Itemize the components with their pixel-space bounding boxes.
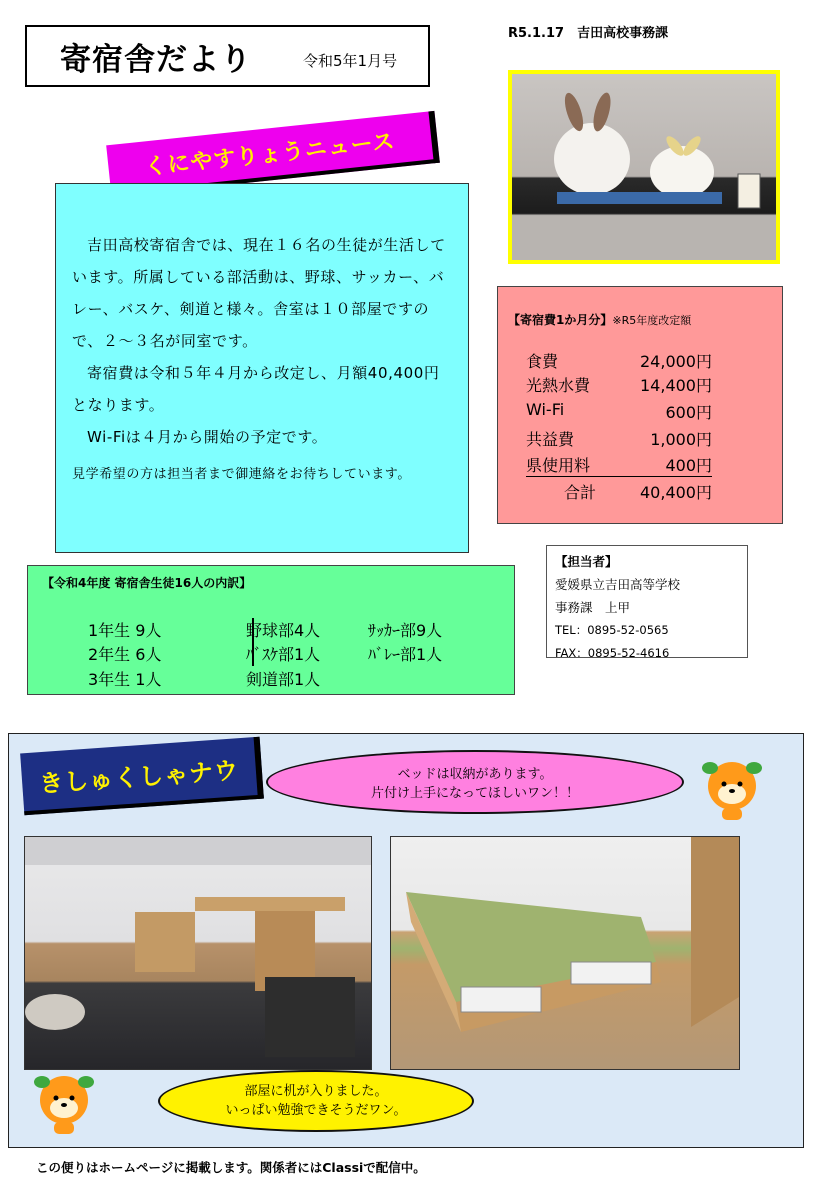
fee-total-label: 合計 xyxy=(564,483,597,502)
fee-total-value: 40,400円 xyxy=(640,483,712,502)
speech-bubble-bed xyxy=(266,750,684,814)
bubble-bed-line-2: 片付け上手になってほしいワン！！ xyxy=(370,786,579,801)
newsletter-title: 寄宿舎だより xyxy=(60,42,252,78)
fee-table-box xyxy=(497,286,783,524)
fee-total-row xyxy=(526,480,712,503)
news-paragraph-2: 寄宿費は令和５年４月から改定し、月額40,400円となります。 xyxy=(72,364,440,414)
club-count: 剣道部1人 xyxy=(246,670,321,689)
fee-label: 食費 xyxy=(526,352,559,371)
fee-heading-note: ※R5年度改定額 xyxy=(612,314,692,327)
club-count: ﾊﾞﾚｰ部1人 xyxy=(368,645,443,664)
contact-box xyxy=(546,545,748,658)
date-office-line: R5.1.17 吉田高校事務課 xyxy=(508,26,669,41)
footer-note: この便りはホームページに掲載します。関係者にはClassiで配信中。 xyxy=(36,1160,426,1175)
fee-row xyxy=(526,373,712,396)
stats-heading: 【令和4年度 寄宿舎生徒16人の内訳】 xyxy=(42,576,252,590)
mascot-dog-icon xyxy=(32,1070,96,1136)
club-count: 野球部4人 xyxy=(246,621,321,640)
issue-label: 令和5年1月号 xyxy=(303,52,398,70)
news-visit-note: 見学希望の方は担当者まで御連絡をお待ちしています。 xyxy=(72,467,411,482)
fee-row xyxy=(526,349,712,372)
speech-bubble-desk xyxy=(158,1070,474,1132)
bubble-desk-line-2: いっぱい勉強できそうだワン。 xyxy=(225,1103,407,1118)
bubble-bed-line-1: ベッドは収納があります。 xyxy=(397,767,553,782)
contact-tel: TEL：0895-52-0565 xyxy=(555,623,669,637)
storage-bed-photo xyxy=(390,836,740,1070)
student-stats-box xyxy=(27,565,515,695)
bubble-desk-line-1: 部屋に机が入りました。 xyxy=(244,1084,388,1099)
dorm-now-banner-text: きしゅくしゃナウ xyxy=(38,755,240,798)
contact-fax: FAX：0895-52-4616 xyxy=(555,646,670,660)
grade-count: 2年生 6人 xyxy=(88,645,162,664)
fee-heading: 【寄宿費1か月分】※R5年度改定額 xyxy=(508,313,692,327)
club-count: ｻｯｶｰ部9人 xyxy=(368,621,443,640)
fee-value: 1,000円 xyxy=(650,430,712,449)
fee-value: 24,000円 xyxy=(640,352,712,371)
news-paragraph-1: 吉田高校寄宿舎では、現在１６名の生徒が生活しています。所属している部活動は、野球、サッカー、バレー、バスケ、剣道と様々。舎室は１０部屋ですので、２～３名が同室です。 xyxy=(72,236,446,350)
fee-value: 400円 xyxy=(665,456,712,475)
fee-value: 600円 xyxy=(665,403,712,422)
grade-count: 1年生 9人 xyxy=(88,621,162,640)
fee-row xyxy=(526,427,712,450)
fee-label: 光熱水費 xyxy=(526,376,591,395)
mascot-dog-icon xyxy=(700,756,764,822)
fee-label: 県使用料 xyxy=(526,456,591,475)
new-year-ornament-photo xyxy=(508,70,780,264)
news-paragraph-3: Wi-Fiは４月から開始の予定です。 xyxy=(87,428,328,446)
fee-label: 共益費 xyxy=(526,430,575,449)
grade-count: 3年生 1人 xyxy=(88,670,162,689)
fee-value: 14,400円 xyxy=(640,376,712,395)
fee-label: Wi-Fi xyxy=(526,400,565,419)
fee-row xyxy=(526,400,712,423)
club-count: ﾊﾞｽｹ部1人 xyxy=(246,645,321,664)
fee-row xyxy=(526,453,712,477)
room-desk-photo xyxy=(24,836,372,1070)
contact-heading: 【担当者】 xyxy=(555,554,618,569)
contact-school: 愛媛県立吉田高等学校 xyxy=(555,577,681,592)
news-text-box xyxy=(55,183,469,553)
contact-person: 事務課 上甲 xyxy=(555,600,631,615)
news-banner-text: くにやすりょうニュース xyxy=(143,128,397,180)
